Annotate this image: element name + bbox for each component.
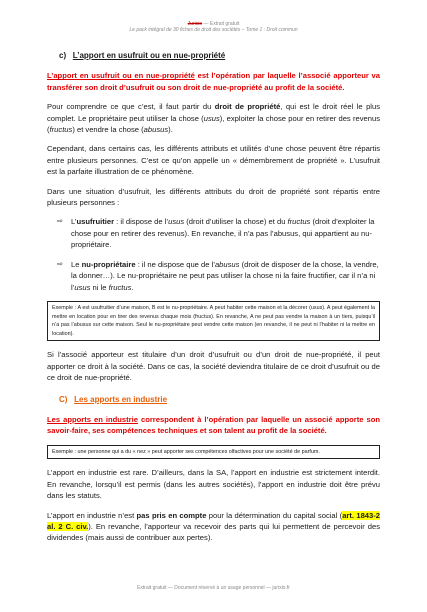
italic-term: fructus: [287, 217, 311, 227]
paragraph-repartition: Dans une situation d’usufruit, les différents attributs du droit de propriété sont répartis entre plusieurs personnes :: [47, 186, 380, 208]
bold-term: droit de propriété: [214, 102, 281, 112]
section-heading-industrie: [59, 394, 380, 405]
paragraph-demembrement: Cependant, dans certains cas, les différents attributs et utilités d’une chose peuvent être répartis entre plusieurs personnes. C’est ce qu’on appelle un « démembrement de propriété ». L’usufruit est la parfaite illustration de ce phénomène.: [47, 144, 380, 177]
paragraph-capital-social: [47, 510, 380, 544]
example-box-industrie: Exemple : une personne qui a du « nez » peut apporter ses compétences olfactives pour une société de parfum.: [47, 445, 380, 460]
text-run: : il dispose de l’: [114, 217, 169, 227]
paragraph-apport-droit: Si l’associé apporteur est titulaire d’un droit d’usufruit ou d’un droit de nue-propriété, il peut apporter ce droit à la société. Dans ce cas, la société deviendra titulaire de ce droit d’usufruit ou de ce droit de nue-propriété.: [47, 350, 380, 383]
bold-term: pas pris en compte: [136, 510, 207, 520]
header-subtitle: Le pack intégral de 30 fiches de droit des sociétés – Tome 1 : Droit commun: [129, 27, 298, 33]
page-content: [47, 50, 380, 552]
text-run: pour la détermination du capital social (: [206, 510, 343, 520]
text-run: ) et vendre la chose (: [72, 125, 144, 135]
page-footer: Extrait gratuit — Document réservé à un usage personnel — jurixio.fr: [137, 585, 290, 591]
italic-term: usus: [74, 282, 91, 292]
definition-usufruit: [47, 70, 380, 93]
definition-term: L’apport en usufruit ou en nue-propriété: [47, 71, 195, 81]
italic-term: fructus: [49, 125, 73, 135]
text-run: Pour comprendre ce que c’est, il faut partir du: [47, 102, 215, 112]
paragraph-apport-rare: L’apport en industrie est rare. D’ailleurs, dans la SA, l’apport en industrie est strictement interdit. En revanche, lorsqu’il est permis (dans les autres sociétés), l’apport en industrie doit être prévu dans les statuts.: [47, 468, 380, 501]
definition-text: correspondent à l’opération par laquelle un associé apporte son savoir-faire, ses compétences techniques et son talent au profit de la société.: [47, 414, 380, 436]
text-run: .: [131, 282, 134, 292]
definition-text: est l’opération par laquelle l’associé apporteur va transférer son droit d’usufruit ou son droit de nue-propriété au profit de la société.: [47, 71, 380, 92]
arrow-icon: ⇨: [57, 218, 63, 226]
italic-term: usus: [203, 113, 220, 123]
bold-term: usufruitier: [76, 217, 115, 227]
italic-term: abusus: [143, 125, 169, 135]
text-run: (droit d’utiliser la chose) et du: [184, 217, 288, 227]
text-run: ).: [168, 125, 173, 135]
bold-term: nu-propriétaire: [81, 259, 136, 269]
section-marker: c): [59, 51, 67, 60]
section-title: Les apports en industrie: [74, 394, 168, 404]
section-marker: C): [59, 394, 68, 404]
definition-industrie: [47, 414, 380, 437]
list-item-usufruitier: [47, 216, 380, 250]
section-title: L’apport en usufruit ou en nue-propriété: [72, 51, 226, 60]
definition-term: Les apports en industrie: [47, 414, 138, 424]
italic-term: usus: [168, 217, 185, 227]
italic-term: fructus: [108, 282, 132, 292]
header-badge: — Extrait gratuit: [203, 21, 240, 27]
brand-name: Jurixio: [187, 21, 203, 27]
example-box-usufruit: Exemple : A est usufruitier d’une maison, B est le nu-propriétaire. A peut habiter cette maison et la décorer (usus). A peut également la mettre en location pour en tirer des revenus chaque mois (fructus). En revanche, A ne peut pas vendre la maison à un tiers, puisqu’il n’a pas l’abusus sur cette maison. Seul le nu-propriétaire peut vendre cette maison (en revanche, il ne peut ni l’habiter ni la mettre en location).: [47, 301, 380, 341]
italic-term: abusus: [214, 259, 240, 269]
article-reference: art. 1843-2 al. 2 C. civ.: [47, 510, 380, 531]
paragraph-droit-propriete: [47, 101, 380, 135]
text-run: ). En revanche, l’apporteur va recevoir des parts qui lui permettent de percevoir des dividendes (mais aussi de contribuer aux pertes).: [47, 521, 380, 543]
text-run: (droit de disposer de la chose, la vendre, la donner…). Le nu-propriétaire ne peut pas utiliser la chose ni la faire fructifier, car il n’a ni l’: [71, 259, 379, 292]
text-run: : il ne dispose que de l’: [135, 259, 215, 269]
arrow-icon: ⇨: [57, 260, 63, 268]
section-heading-usufruit: [59, 50, 380, 61]
text-run: , qui est le droit réel le plus complet. Le propriétaire peut utiliser la chose (: [47, 102, 381, 123]
text-run: (droit d’exploiter la chose pour en retirer des revenus). En revanche, il n’a pas l’abusus, qui appartient au nu-propriétaire.: [71, 217, 375, 250]
page-header: [0, 21, 427, 33]
list-item-nu-proprietaire: [47, 259, 380, 293]
text-run: L’apport en industrie n’est: [47, 510, 137, 520]
text-run: Le: [71, 259, 82, 269]
text-run: ni le: [90, 282, 109, 292]
text-run: ), exploiter la chose pour en retirer des revenus (: [47, 113, 380, 135]
text-run: L’: [71, 217, 77, 227]
